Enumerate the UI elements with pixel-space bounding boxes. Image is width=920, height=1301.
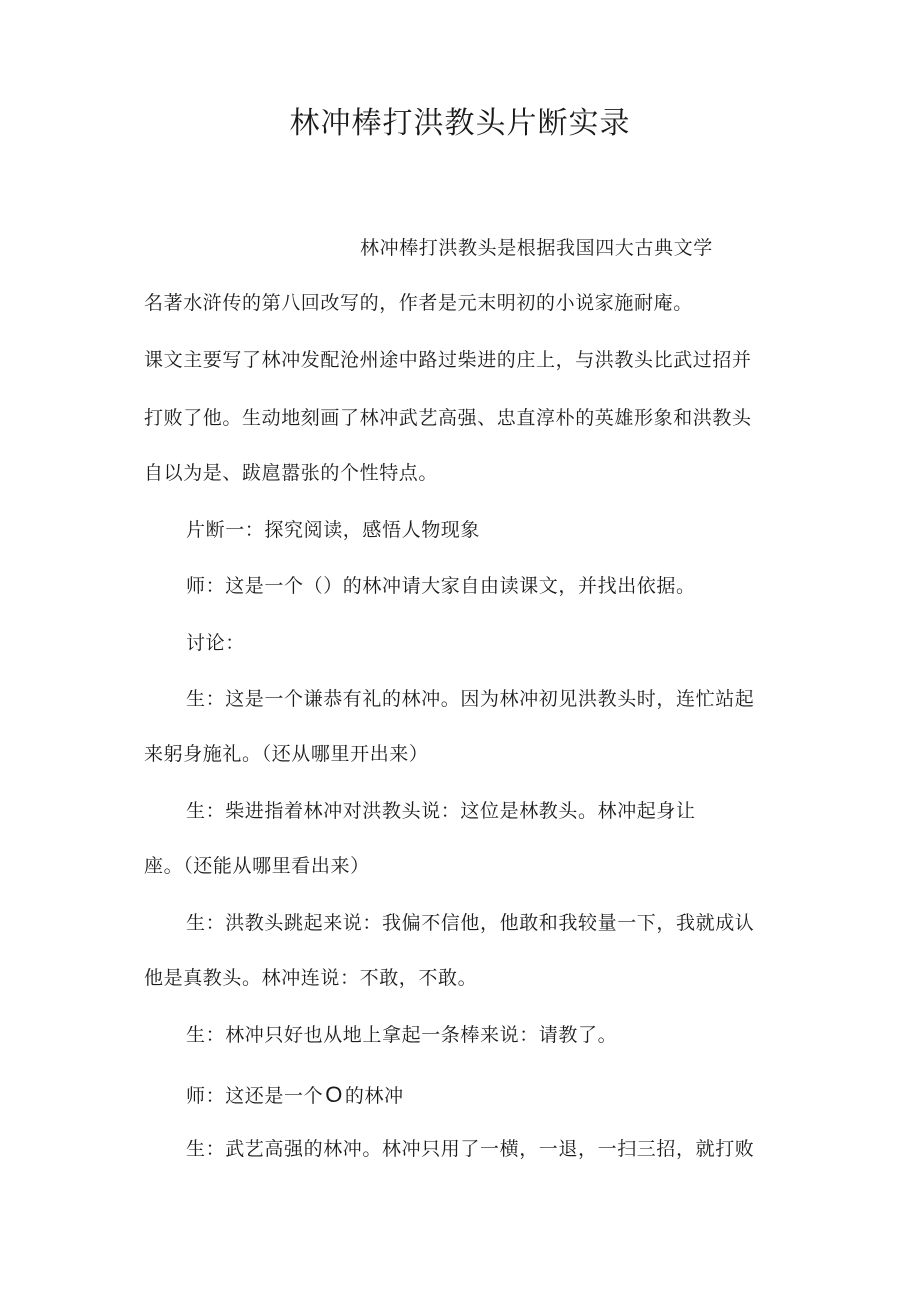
teacher-question-2 xyxy=(186,1081,404,1110)
student-answer-2b: 座。（还能从哪里看出来） xyxy=(144,855,370,877)
blank-mark: O xyxy=(325,1082,343,1107)
teacher-question-2-before: 师：这还是一个 xyxy=(186,1085,324,1107)
section-heading: 片断一：探究阅读，感悟人物现象 xyxy=(186,519,481,541)
student-answer-2a: 生：柴进指着林冲对洪教头说：这位是林教头。林冲起身让 xyxy=(186,800,696,822)
student-answer-3a: 生：洪教头跳起来说：我偏不信他，他敢和我较量一下，我就成认 xyxy=(186,912,755,934)
student-answer-4: 生：林冲只好也从地上拿起一条棒来说：请教了。 xyxy=(186,1024,618,1046)
document-title: 林冲棒打洪教头片断实录 xyxy=(289,106,631,141)
student-answer-3b: 他是真教头。林冲连说：不敢，不敢。 xyxy=(144,967,478,989)
teacher-question-1: 师：这是一个（）的林冲请大家自由读课文，并找出依据。 xyxy=(186,575,696,597)
summary-line-1: 课文主要写了林冲发配沧州途中路过柴进的庄上，与洪教头比武过招并 xyxy=(144,349,752,371)
summary-line-2: 打败了他。生动地刻画了林冲武艺高强、忠直淳朴的英雄形象和洪教头 xyxy=(144,407,752,429)
teacher-question-2-after: 的林冲 xyxy=(344,1085,404,1107)
student-answer-1b: 来躬身施礼。（还从哪里开出来） xyxy=(144,743,429,765)
summary-line-3: 自以为是、跋扈嚣张的个性特点。 xyxy=(144,462,439,484)
discussion-label: 讨论： xyxy=(186,632,245,654)
student-answer-1a: 生：这是一个谦恭有礼的林冲。因为林冲初见洪教头时，连忙站起 xyxy=(186,688,755,710)
student-answer-5: 生：武艺高强的林冲。林冲只用了一横，一退，一扫三招，就打败 xyxy=(186,1138,755,1160)
intro-line-2: 名著水浒传的第八回改写的，作者是元末明初的小说家施耐庵。 xyxy=(144,292,693,314)
intro-line-1: 林冲棒打洪教头是根据我国四大古典文学 xyxy=(360,237,713,259)
